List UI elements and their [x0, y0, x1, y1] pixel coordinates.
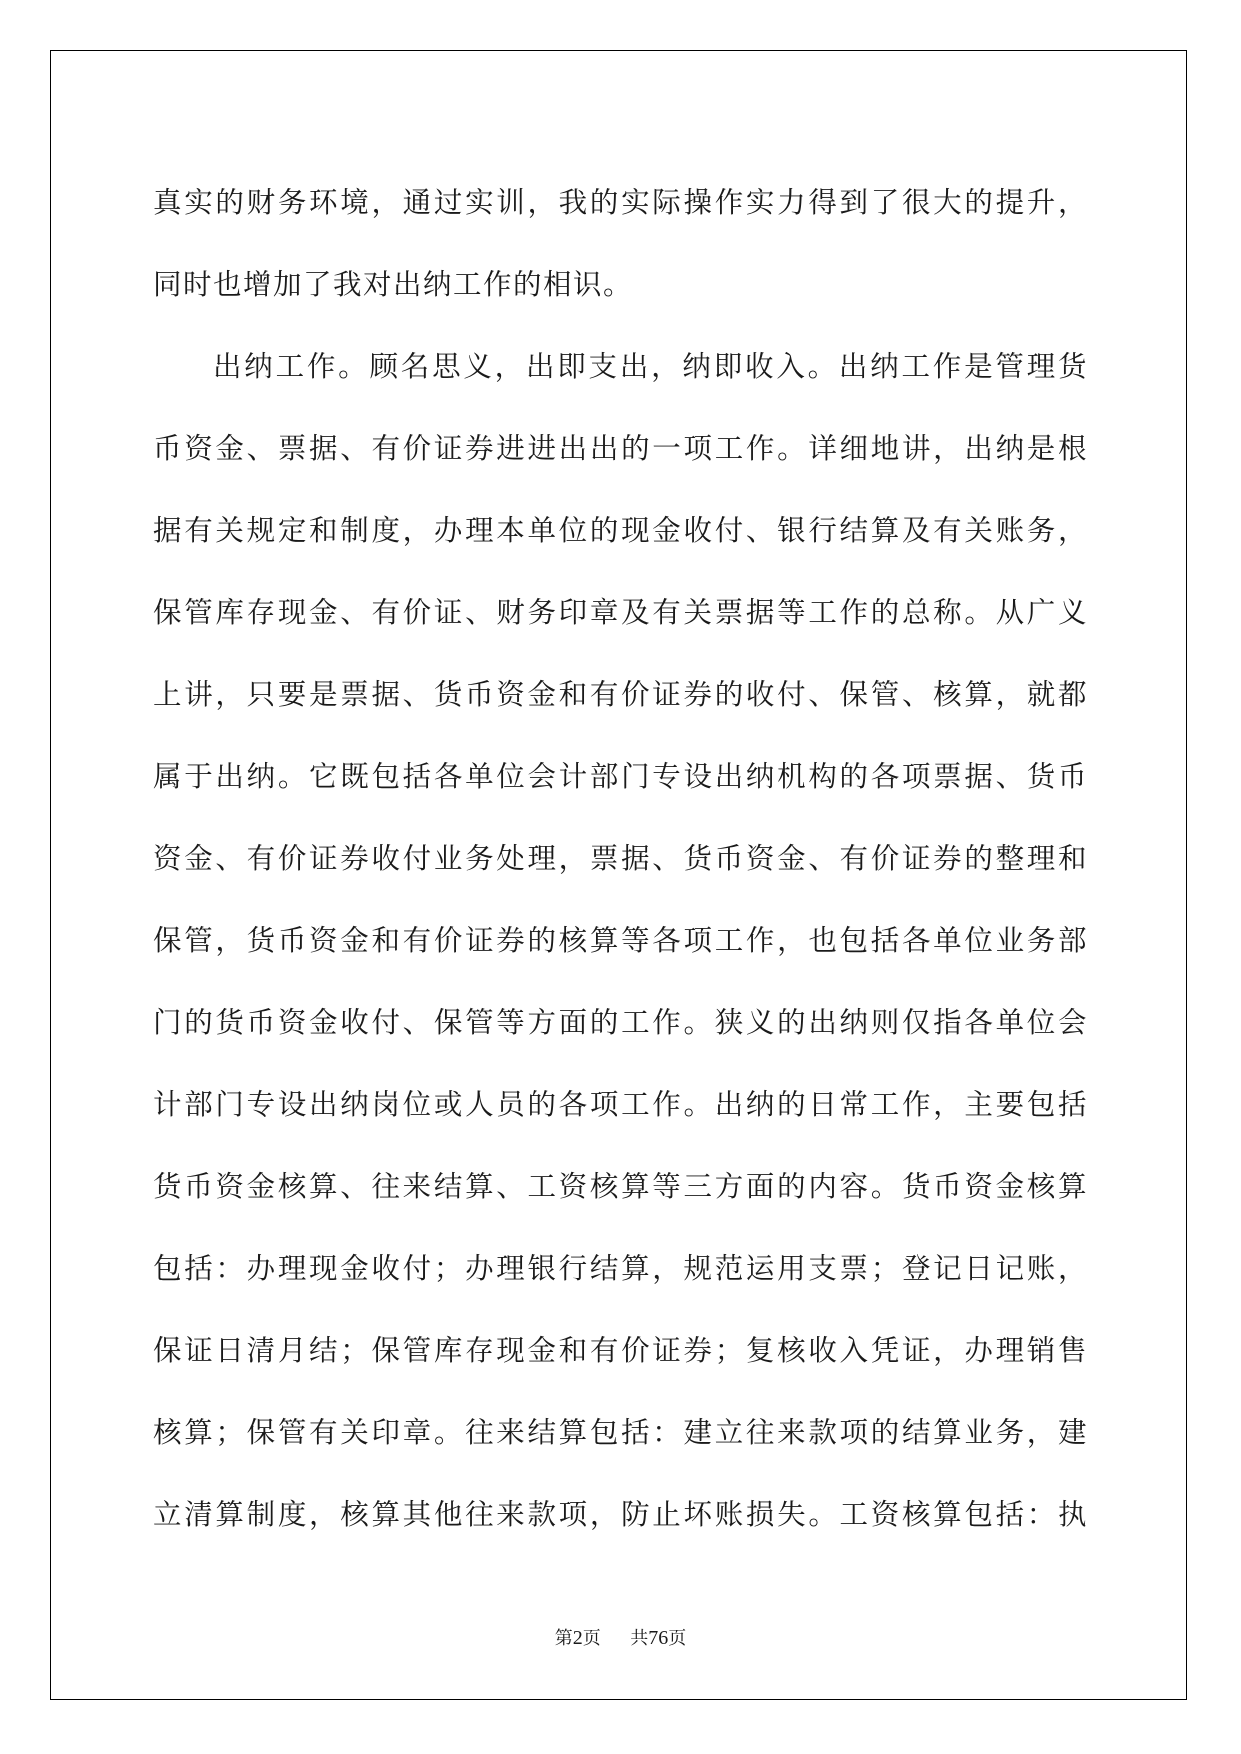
total-prefix: 共 — [630, 1628, 649, 1649]
page-indicator — [555, 1628, 607, 1649]
text-line: 包括：办理现金收付；办理银行结算，规范运用支票；登记日记账， — [153, 1252, 1088, 1285]
text-line: 据有关规定和制度，办理本单位的现金收付、银行结算及有关账务， — [153, 514, 1088, 547]
text-line: 门的货币资金收付、保管等方面的工作。狭义的出纳则仅指各单位会 — [153, 1006, 1088, 1039]
text-line: 真实的财务环境，通过实训，我的实际操作实力得到了很大的提升， — [153, 186, 1088, 219]
text-line: 资金、有价证券收付业务处理，票据、货币资金、有价证券的整理和 — [153, 842, 1088, 875]
paragraph-first-line: 出纳工作。顾名思义，出即支出，纳即收入。出纳工作是管理货 — [213, 350, 1088, 383]
page-suffix: 页 — [582, 1628, 601, 1649]
total-pages-indicator — [630, 1628, 686, 1649]
text-line: 保管，货币资金和有价证券的核算等各项工作，也包括各单位业务部 — [153, 924, 1088, 957]
document-body — [153, 162, 1088, 1556]
total-suffix: 页 — [668, 1628, 687, 1649]
text-line: 立清算制度，核算其他往来款项，防止坏账损失。工资核算包括：执 — [153, 1498, 1088, 1531]
page-footer — [0, 1624, 1241, 1650]
text-line: 保证日清月结；保管库存现金和有价证券；复核收入凭证，办理销售 — [153, 1334, 1088, 1367]
text-line: 币资金、票据、有价证券进进出出的一项工作。详细地讲，出纳是根 — [153, 432, 1088, 465]
text-line: 计部门专设出纳岗位或人员的各项工作。出纳的日常工作，主要包括 — [153, 1088, 1088, 1121]
text-line: 上讲，只要是票据、货币资金和有价证券的收付、保管、核算，就都 — [153, 678, 1088, 711]
page-number: 2 — [572, 1627, 583, 1649]
text-line: 保管库存现金、有价证、财务印章及有关票据等工作的总称。从广义 — [153, 596, 1088, 629]
text-line: 属于出纳。它既包括各单位会计部门专设出纳机构的各项票据、货币 — [153, 760, 1088, 793]
text-line: 核算；保管有关印章。往来结算包括：建立往来款项的结算业务，建 — [153, 1416, 1088, 1449]
page-prefix: 第 — [554, 1628, 573, 1649]
text-line: 货币资金核算、往来结算、工资核算等三方面的内容。货币资金核算 — [153, 1170, 1088, 1203]
text-line: 同时也增加了我对出纳工作的相识。 — [153, 268, 634, 301]
total-page-count: 76 — [648, 1627, 669, 1649]
